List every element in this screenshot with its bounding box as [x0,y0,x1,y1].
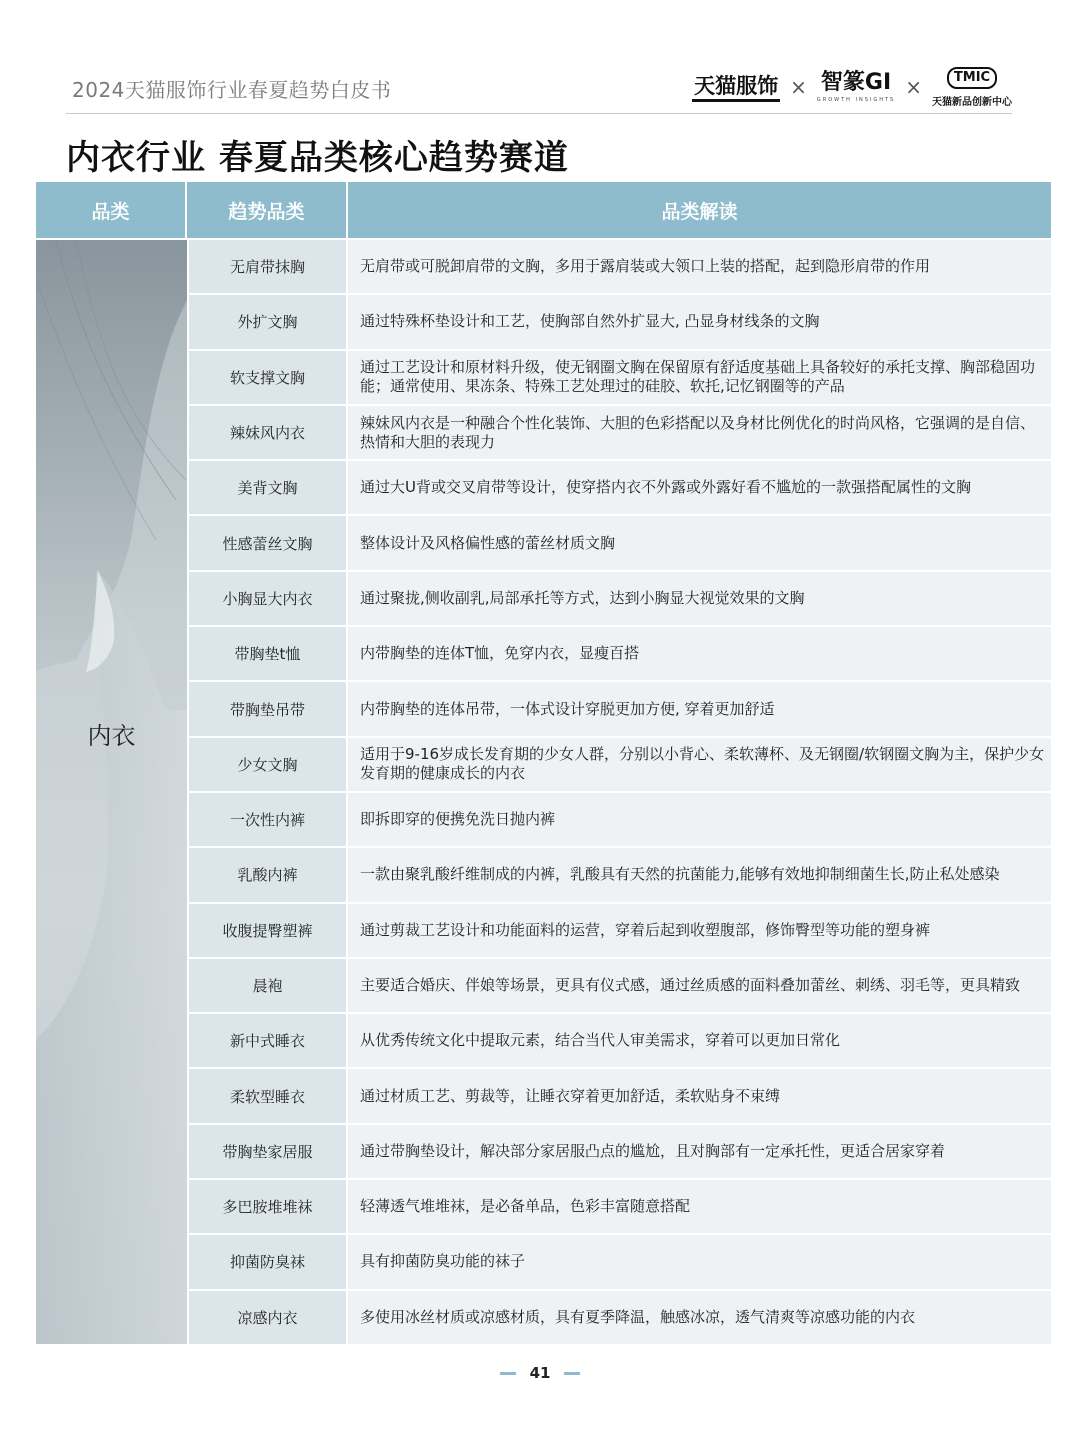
interpretation-cell: 主要适合婚庆、伴娘等场景，更具有仪式感，通过丝质感的面料叠加蕾丝、刺绣、羽毛等，更具精致 [348,959,1051,1012]
trend-table [36,182,1051,1344]
trend-category-cell: 软支撑文胸 [187,351,348,404]
growth-insights-logo-subtitle: GROWTH INSIGHTS [816,97,896,103]
header-divider [66,113,1012,114]
table-row [187,1014,1051,1067]
trend-category-cell: 外扩文胸 [187,295,348,348]
header-interpretation: 品类解读 [661,200,738,223]
table-row [187,406,1051,459]
trend-category-cell: 少女文胸 [187,738,348,791]
tmic-logo-badge: TMIC [947,67,997,89]
page-number: 41 [529,1364,551,1382]
tmic-logo-subtitle: 天猫新品创新中心 [932,96,1012,108]
trend-category-cell: 晨袍 [187,959,348,1012]
trend-category-cell: 小胸显大内衣 [187,572,348,625]
interpretation-cell: 适用于9-16岁成长发育期的少女人群，分别以小背心、柔软薄杯、及无钢圈/软钢圈文胸为主，保护少女发育期的健康成长的内衣 [348,738,1051,791]
trend-category-cell: 凉感内衣 [187,1291,348,1344]
footer-dash-left [500,1372,516,1375]
page-title: 内衣行业 春夏品类核心趋势赛道 [66,138,569,178]
interpretation-cell: 通过大U背或交叉肩带等设计，使穿搭内衣不外露或外露好看不尴尬的一款强搭配属性的文胸 [348,461,1051,514]
growth-insights-logo-text: 智篆GI [820,70,892,95]
trend-category-cell: 辣妹风内衣 [187,406,348,459]
interpretation-cell: 轻薄透气堆堆袜，是必备单品，色彩丰富随意搭配 [348,1180,1051,1233]
table-row [187,848,1051,901]
table-row [187,1069,1051,1122]
table-row [187,351,1051,404]
logo-separator: × [905,75,922,99]
interpretation-cell: 一款由聚乳酸纤维制成的内裤，乳酸具有天然的抗菌能力,能够有效地抑制细菌生长,防止私处感染 [348,848,1051,901]
trend-category-cell: 无肩带抹胸 [187,240,348,293]
table-row [187,1180,1051,1233]
interpretation-cell: 通过带胸垫设计，解决部分家居服凸点的尴尬，且对胸部有一定承托性，更适合居家穿着 [348,1125,1051,1178]
header-trend-category: 趋势品类 [187,182,348,238]
table-row [187,793,1051,846]
table-row [187,295,1051,348]
trend-category-cell: 多巴胺堆堆袜 [187,1180,348,1233]
table-header-row [36,182,1051,238]
interpretation-cell: 辣妹风内衣是一种融合个性化装饰、大胆的色彩搭配以及身材比例优化的时尚风格，它强调的是自信、热情和大胆的表现力 [348,406,1051,459]
table-row [187,572,1051,625]
interpretation-cell: 具有抑菌防臭功能的袜子 [348,1235,1051,1288]
table-row [187,904,1051,957]
trend-category-cell: 新中式睡衣 [187,1014,348,1067]
partner-logos [692,62,1012,112]
trend-category-cell: 乳酸内裤 [187,848,348,901]
table-row [187,627,1051,680]
page-header [0,0,1080,116]
trend-category-cell: 带胸垫家居服 [187,1125,348,1178]
trend-category-cell: 性感蕾丝文胸 [187,516,348,569]
growth-insights-logo [817,71,895,103]
category-cell [36,240,187,1344]
interpretation-cell: 通过工艺设计和原材料升级，使无钢圈文胸在保留原有舒适度基础上具备较好的承托支撑、胸部稳固功能；通常使用、果冻条、特殊工艺处理过的硅胶、软托,记忆钢圈等的产品 [348,351,1051,404]
trend-category-cell: 柔软型睡衣 [187,1069,348,1122]
table-row [187,1235,1051,1288]
interpretation-cell: 无肩带或可脱卸肩带的文胸，多用于露肩装或大领口上装的搭配，起到隐形肩带的作用 [348,240,1051,293]
page-footer [0,1364,1080,1382]
logo-separator: × [790,75,807,99]
table-row [187,516,1051,569]
trend-category-cell: 收腹提臀塑裤 [187,904,348,957]
interpretation-cell: 通过材质工艺、剪裁等，让睡衣穿着更加舒适，柔软贴身不束缚 [348,1069,1051,1122]
interpretation-cell: 内带胸垫的连体T恤，免穿内衣，显瘦百搭 [348,627,1051,680]
table-row [187,461,1051,514]
table-row [187,738,1051,791]
interpretation-cell: 内带胸垫的连体吊带，一体式设计穿脱更加方便, 穿着更加舒适 [348,682,1051,735]
trend-category-cell: 抑菌防臭袜 [187,1235,348,1288]
interpretation-cell: 多使用冰丝材质或凉感材质，具有夏季降温，触感冰凉，透气清爽等凉感功能的内衣 [348,1291,1051,1344]
header-category: 品类 [36,182,187,238]
trend-category-cell: 带胸垫t恤 [187,627,348,680]
category-label: 内衣 [87,722,136,750]
interpretation-cell: 即拆即穿的便携免洗日抛内裤 [348,793,1051,846]
table-body [36,240,1051,1344]
interpretation-cell: 从优秀传统文化中提取元素，结合当代人审美需求，穿着可以更加日常化 [348,1014,1051,1067]
table-row [187,682,1051,735]
table-row [187,240,1051,293]
footer-dash-right [564,1372,580,1375]
interpretation-cell: 通过剪裁工艺设计和功能面料的运营，穿着后起到收塑腹部，修饰臀型等功能的塑身裤 [348,904,1051,957]
tmic-logo [932,67,1012,108]
table-row [187,1125,1051,1178]
trend-category-cell: 美背文胸 [187,461,348,514]
trend-category-cell: 一次性内裤 [187,793,348,846]
interpretation-cell: 通过特殊杯垫设计和工艺，使胸部自然外扩显大, 凸显身材线条的文胸 [348,295,1051,348]
model-photo-background [36,240,187,1344]
report-title: 2024天猫服饰行业春夏趋势白皮书 [72,78,392,102]
table-row [187,1291,1051,1344]
trend-rows [187,240,1051,1344]
interpretation-cell: 通过聚拢,侧收副乳,局部承托等方式，达到小胸显大视觉效果的文胸 [348,572,1051,625]
table-row [187,959,1051,1012]
tmall-apparel-logo: 天猫服饰 [692,73,780,102]
trend-category-cell: 带胸垫吊带 [187,682,348,735]
interpretation-cell: 整体设计及风格偏性感的蕾丝材质文胸 [348,516,1051,569]
